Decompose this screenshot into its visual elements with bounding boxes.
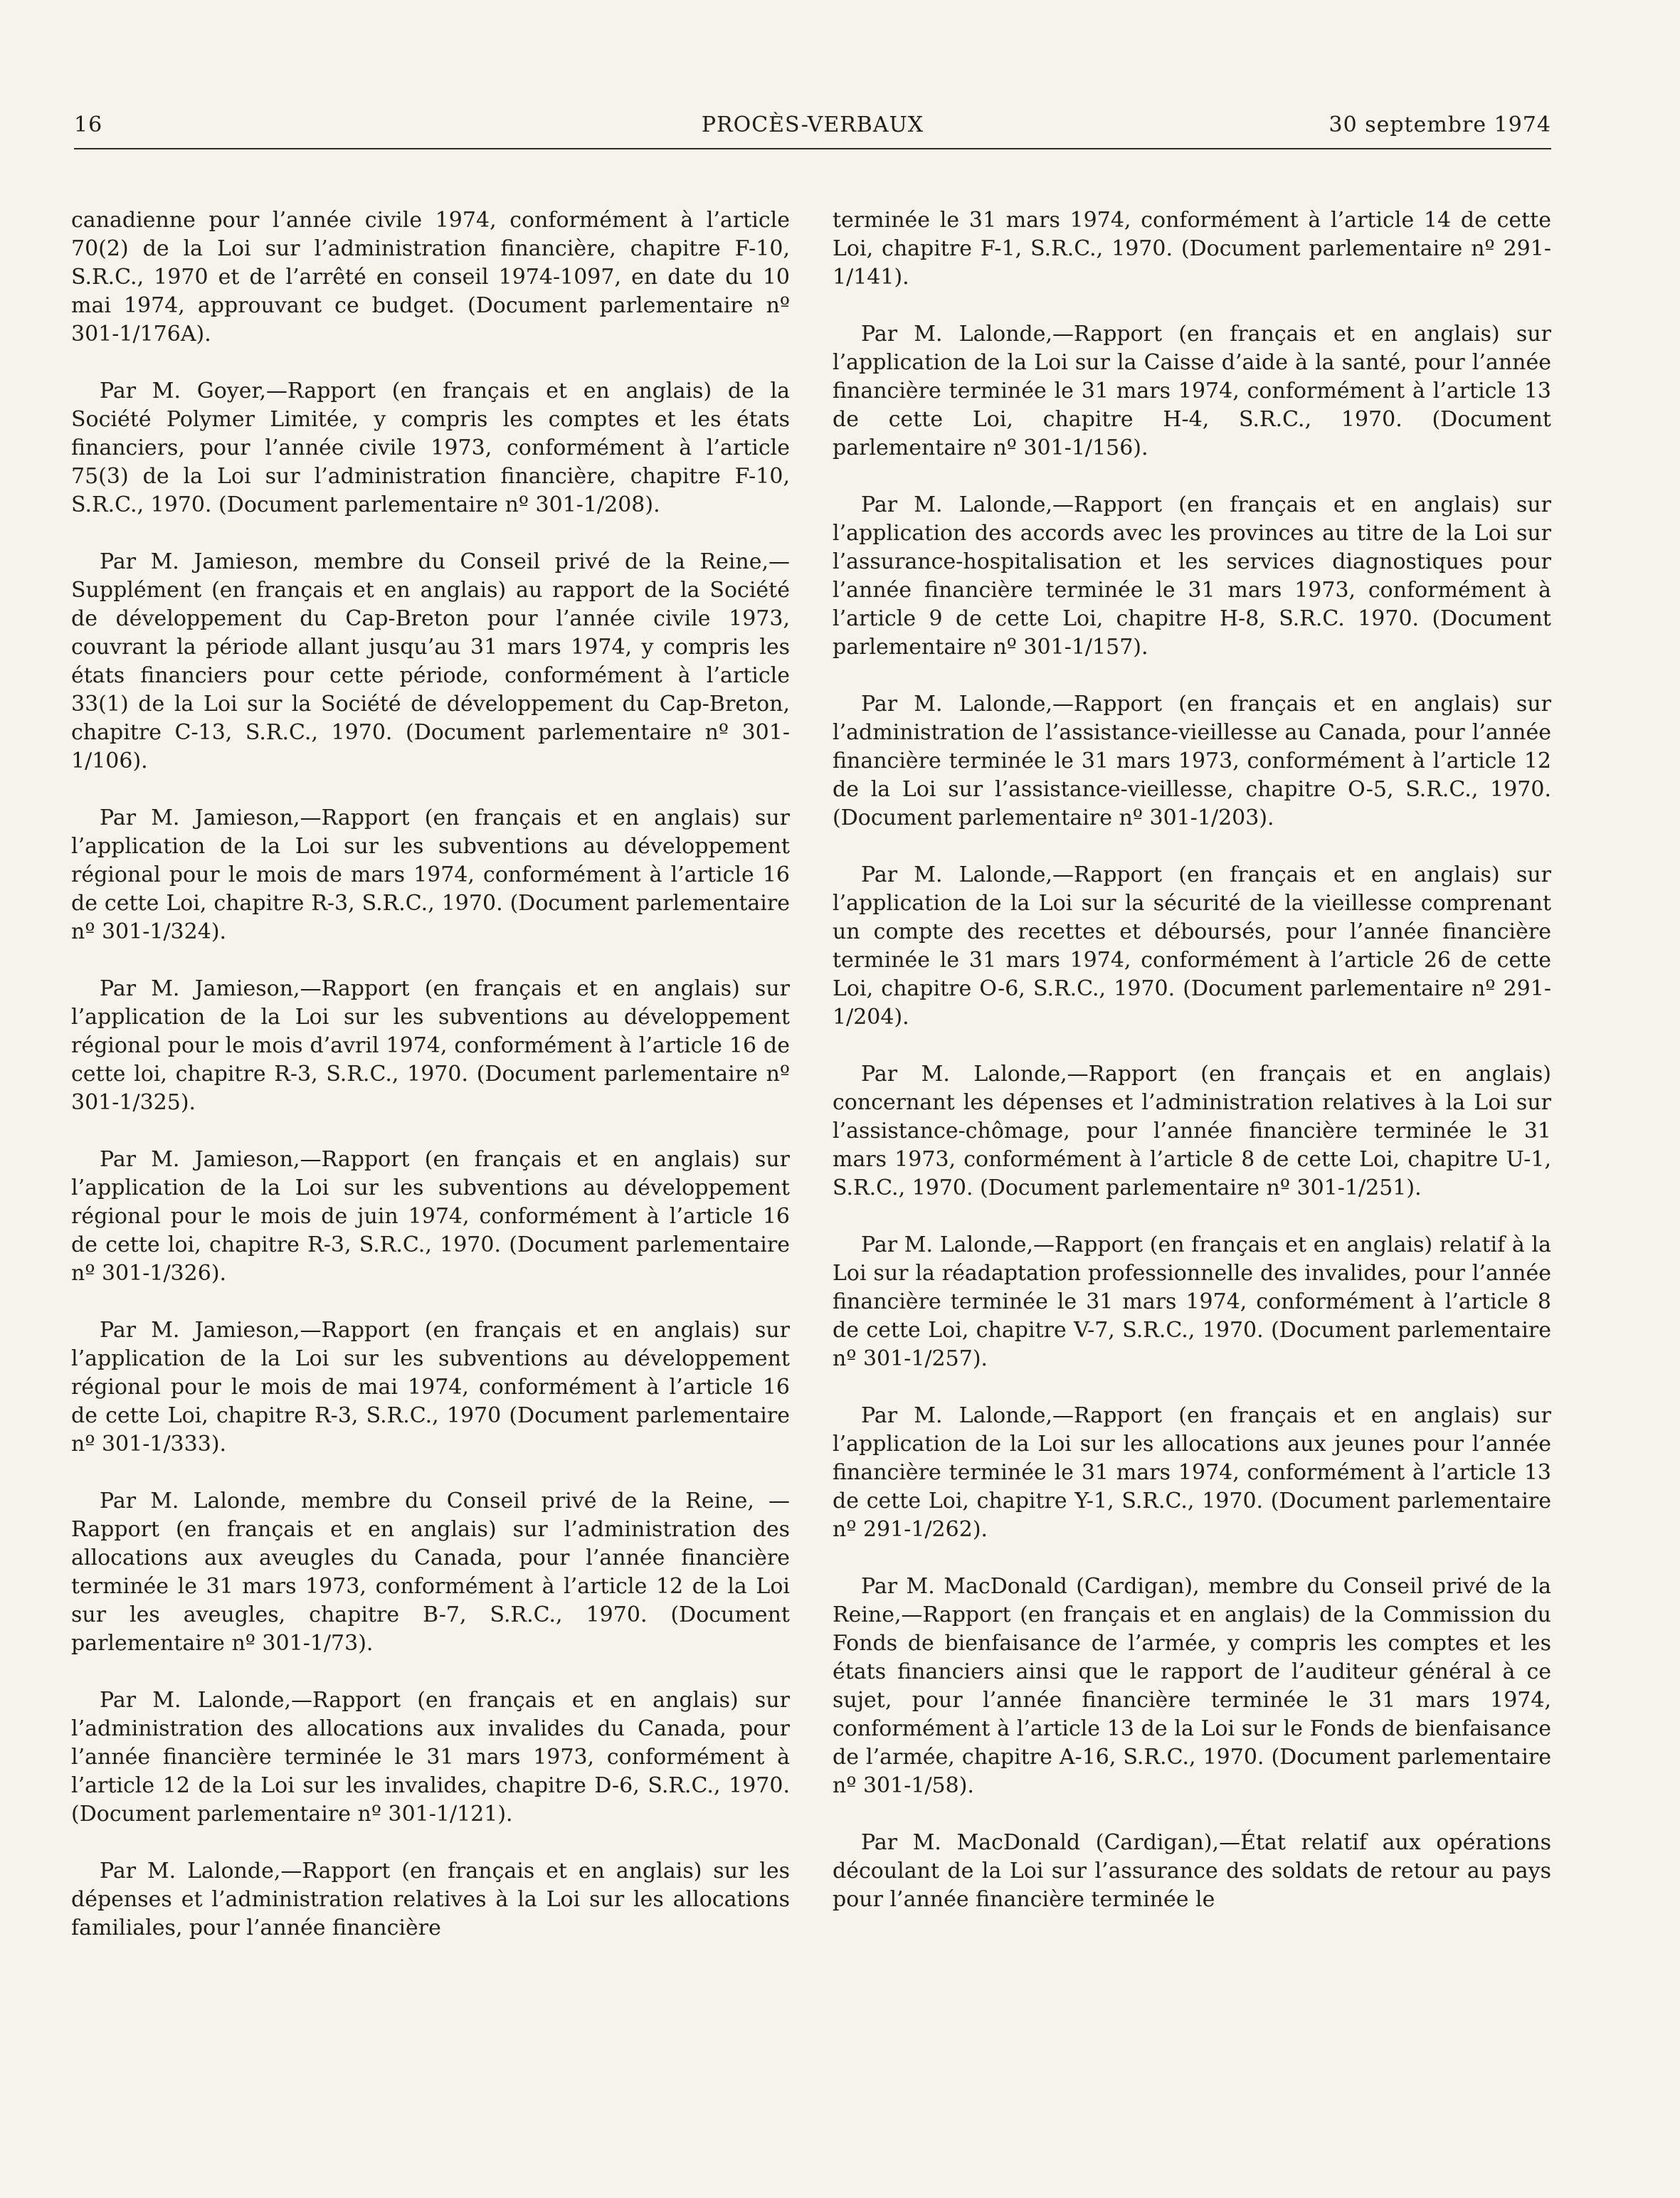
page-header xyxy=(74,107,1551,149)
paragraph: canadienne pour l’année civile 1974, conformément à l’article 70(2) de la Loi sur l’administration financière, chapitre F-10, S.R.C., 1970 et de l’arrêté en conseil 1974-1097, en date du 10 mai 1974, approuvant ce budget. (Document parlementaire nº 301-1/176A). xyxy=(71,208,790,347)
paragraph: Par M. Goyer,—Rapport (en français et en anglais) de la Société Polymer Limitée, y compris les comptes et les états financiers, pour l’année civile 1973, conformément à l’article 75(3) de la Loi sur l’administration financière, chapitre F-10, S.R.C., 1970. (Document parlementaire nº 301-1/208). xyxy=(71,379,790,517)
paragraph: Par M. Lalonde,—Rapport (en français et en anglais) sur l’administration de l’assistance-vieillesse au Canada, pour l’année financière terminée le 31 mars 1973, conformément à l’article 12 de la Loi sur l’assistance-vieillesse, chapitre O-5, S.R.C., 1970. (Document parlementaire nº 301-1/203). xyxy=(833,692,1551,830)
paragraph: Par M. MacDonald (Cardigan),—État relatif aux opérations découlant de la Loi sur l’assurance des soldats de retour au pays pour l’année financière terminée le xyxy=(833,1830,1551,1912)
paragraph: Par M. Jamieson,—Rapport (en français et en anglais) sur l’application de la Loi sur les subventions au développement régional pour le mois d’avril 1974, conformément à l’article 16 de cette loi, chapitre R-3, S.R.C., 1970. (Document parlementaire nº 301-1/325). xyxy=(71,976,790,1115)
paragraph: Par M. Lalonde,—Rapport (en français et en anglais) sur l’application des accords avec les provinces au titre de la Loi sur l’assurance-hospitalisation et les services diagnostiques pour l’année financière terminée le 31 mars 1973, conformément à l’article 9 de cette Loi, chapitre H-8, S.R.C. 1970. (Document parlementaire nº 301-1/157). xyxy=(833,492,1551,660)
page-date: 30 septembre 1974 xyxy=(1328,112,1551,137)
paragraph: Par M. MacDonald (Cardigan), membre du Conseil privé de la Reine,—Rapport (en français et en anglais) de la Commission du Fonds de bienfaisance de l’armée, y compris les comptes et les états financiers ainsi que le rapport de l’auditeur général à ce sujet, pour l’année financière terminée le 31 mars 1974, conformément à l’article 13 de la Loi sur le Fonds de bienfaisance de l’armée, chapitre A-16, S.R.C., 1970. (Document parlementaire nº 301-1/58). xyxy=(833,1574,1551,1798)
paragraph: Par M. Lalonde,—Rapport (en français et en anglais) sur l’application de la Loi sur la sécurité de la vieillesse comprenant un compte des recettes et déboursés, pour l’année financière terminée le 31 mars 1974, conformément à l’article 26 de cette Loi, chapitre O-6, S.R.C., 1970. (Document parlementaire nº 291-1/204). xyxy=(833,862,1551,1030)
paragraph: Par M. Jamieson, membre du Conseil privé de la Reine,—Supplément (en français et en anglais) au rapport de la Société de développement du Cap-Breton pour l’année civile 1973, couvrant la période allant jusqu’au 31 mars 1974, y compris les états financiers pour cette période, conformément à l’article 33(1) de la Loi sur la Société de développement du Cap-Breton, chapitre C-13, S.R.C., 1970. (Document parlementaire nº 301-1/106). xyxy=(71,549,790,773)
paragraph: Par M. Lalonde,—Rapport (en français et en anglais) sur l’administration des allocations aux invalides du Canada, pour l’année financière terminée le 31 mars 1973, conformément à l’article 12 de la Loi sur les invalides, chapitre D-6, S.R.C., 1970. (Document parlementaire nº 301-1/121). xyxy=(71,1688,790,1827)
paragraph: Par M. Lalonde, membre du Conseil privé de la Reine, —Rapport (en français et en anglais) sur l’administration des allocations aux aveugles du Canada, pour l’année financière terminée le 31 mars 1973, conformément à l’article 12 de la Loi sur les aveugles, chapitre B-7, S.R.C., 1970. (Document parlementaire nº 301-1/73). xyxy=(71,1489,790,1656)
left-column xyxy=(71,206,790,1971)
right-column xyxy=(833,206,1551,1943)
paragraph: Par M. Jamieson,—Rapport (en français et en anglais) sur l’application de la Loi sur les subventions au développement régional pour le mois de mars 1974, conformément à l’article 16 de cette Loi, chapitre R-3, S.R.C., 1970. (Document parlementaire nº 301-1/324). xyxy=(71,805,790,944)
paragraph: Par M. Lalonde,—Rapport (en français et en anglais) concernant les dépenses et l’administration relatives à la Loi sur l’assistance-chômage, pour l’année financière terminée le 31 mars 1973, conformément à l’article 8 de cette Loi, chapitre U-1, S.R.C., 1970. (Document parlementaire nº 301-1/251). xyxy=(833,1062,1551,1200)
page-title: PROCÈS-VERBAUX xyxy=(701,112,924,137)
paragraph: Par M. Lalonde,—Rapport (en français et en anglais) sur l’application de la Loi sur la Caisse d’aide à la santé, pour l’année financière terminée le 31 mars 1974, conformément à l’article 13 de cette Loi, chapitre H-4, S.R.C., 1970. (Document parlementaire nº 301-1/156). xyxy=(833,322,1551,460)
page-number: 16 xyxy=(74,112,103,137)
paragraph: Par M. Lalonde,—Rapport (en français et en anglais) sur les dépenses et l’administration relatives à la Loi sur les allocations familiales, pour l’année financière xyxy=(71,1859,790,1940)
paragraph: Par M. Lalonde,—Rapport (en français et en anglais) sur l’application de la Loi sur les allocations aux jeunes pour l’année financière terminée le 31 mars 1974, conformément à l’article 13 de cette Loi, chapitre Y-1, S.R.C., 1970. (Document parlementaire nº 291-1/262). xyxy=(833,1403,1551,1542)
paragraph: Par M. Jamieson,—Rapport (en français et en anglais) sur l’application de la Loi sur les subventions au développement régional pour le mois de juin 1974, conformément à l’article 16 de cette loi, chapitre R-3, S.R.C., 1970. (Document parlementaire nº 301-1/326). xyxy=(71,1147,790,1286)
paragraph: Par M. Jamieson,—Rapport (en français et en anglais) sur l’application de la Loi sur les subventions au développement régional pour le mois de mai 1974, conformément à l’article 16 de cette Loi, chapitre R-3, S.R.C., 1970 (Document parlementaire nº 301-1/333). xyxy=(71,1318,790,1457)
paragraph: terminée le 31 mars 1974, conformément à l’article 14 de cette Loi, chapitre F-1, S.R.C., 1970. (Document parlementaire nº 291-1/141). xyxy=(833,208,1551,290)
paragraph: Par M. Lalonde,—Rapport (en français et en anglais) relatif à la Loi sur la réadaptation professionnelle des invalides, pour l’année financière terminée le 31 mars 1974, conformément à l’article 8 de cette Loi, chapitre V-7, S.R.C., 1970. (Document parlementaire nº 301-1/257). xyxy=(833,1232,1551,1371)
